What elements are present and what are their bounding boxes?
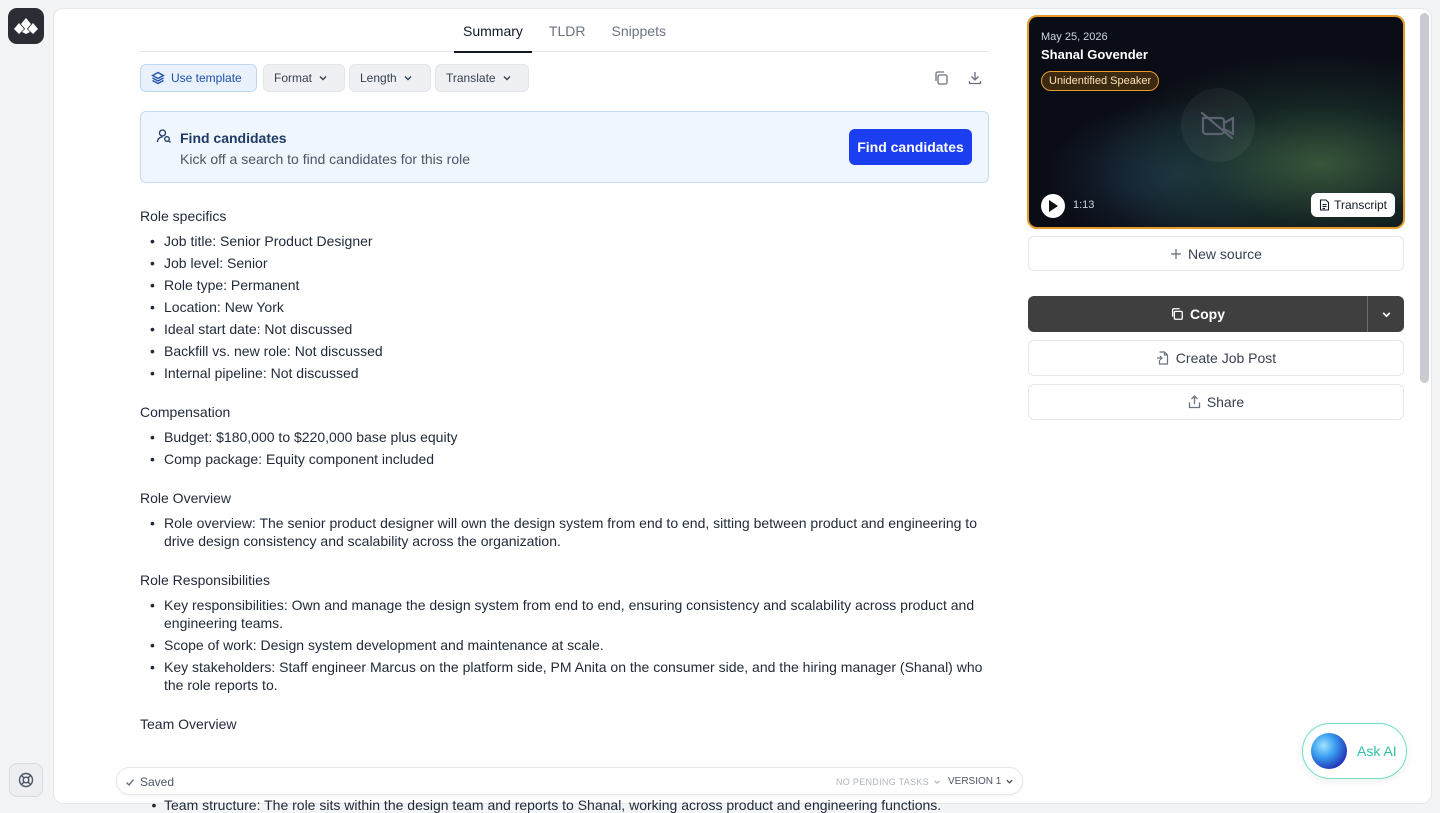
list-item: • Team structure: The role sits within the design team and reports to Shanal, working across product and engineering functions. [151,797,942,813]
ask-ai-label: Ask AI [1357,743,1397,759]
list-item: • Scope of work: Design system development and maintenance at scale. [140,636,989,654]
share-icon [1188,395,1201,409]
find-candidates-button[interactable]: Find candidates [849,129,972,165]
find-candidates-banner [140,111,989,183]
create-job-post-label: Create Job Post [1175,350,1277,366]
recording-player[interactable] [1027,15,1405,229]
transcript-button[interactable] [1311,193,1395,217]
list-item: • Comp package: Equity component included [140,450,989,468]
ask-ai-button[interactable] [1302,723,1407,779]
banner-title: Find candidates [180,130,287,146]
help-button[interactable] [9,763,43,797]
bullet-list [140,232,989,382]
download-icon [967,70,983,86]
length-label: Length [360,71,397,85]
lifebuoy-icon [18,772,34,788]
section-heading: Compensation [140,404,231,420]
recording-date: May 25, 2026 [1041,31,1108,43]
share-button[interactable] [1028,384,1404,420]
speaker-name: Shanal Govender [1041,47,1148,62]
check-icon [125,777,135,787]
camera-off-indicator [1181,88,1255,162]
file-export-icon [1156,351,1170,365]
copy-button[interactable] [1028,296,1367,332]
scrollbar[interactable] [1420,13,1429,383]
list-item: • Key stakeholders: Staff engineer Marcus on the platform side, PM Anita on the consumer side, and the hiring manager (Shanal) who the role reports to. [140,658,989,694]
section-heading: Role Overview [140,490,232,506]
tab-summary[interactable]: Summary [454,9,532,52]
user-search-icon [156,128,172,144]
bullet-list [140,428,989,468]
list-item: • Backfill vs. new role: Not discussed [140,342,989,360]
banner-subtitle: Kick off a search to find candidates for this role [180,151,471,167]
use-template-label: Use template [171,71,242,85]
translate-label: Translate [446,71,496,85]
chevron-down-icon [502,73,512,83]
download-button[interactable] [965,68,985,88]
saved-status [125,775,174,789]
pending-label: NO PENDING TASKS [836,777,929,787]
summary-section [140,572,989,694]
copy-label: Copy [1190,306,1225,322]
new-source-button[interactable] [1028,236,1404,271]
cutoff-text: Team structure: The role sits within the design team and reports to Shanal, working across product and engineering functions. [164,797,942,813]
summary-section [140,208,989,382]
chevron-down-icon [318,73,328,83]
list-item: • Internal pipeline: Not discussed [140,364,989,382]
length-dropdown[interactable] [349,64,431,92]
format-dropdown[interactable] [263,64,345,92]
summary-section [140,404,989,468]
summary-tabs [140,9,989,52]
list-item: • Location: New York [140,298,989,316]
list-item: • Budget: $180,000 to $220,000 base plus equity [140,428,989,446]
bullet-list [140,514,989,550]
chevron-down-icon [403,73,413,83]
chevron-down-icon [1381,309,1392,320]
section-heading: Role Responsibilities [140,572,270,588]
copy-split-button [1028,296,1404,332]
document-icon [1319,199,1330,211]
version-label: VERSION 1 [948,776,1002,787]
speaker-badge[interactable]: Unidentified Speaker [1041,71,1159,91]
summary-section [140,716,989,732]
copy-options-button[interactable] [1367,296,1404,332]
play-icon [1048,200,1058,212]
tab-snippets[interactable]: Snippets [611,23,666,39]
list-item: • Key responsibilities: Own and manage the design system from end to end, ensuring consistency and scalability across product and engineering teams. [140,596,989,632]
section-heading: Role specifics [140,208,227,224]
ai-orb-icon [1311,733,1347,769]
recording-duration: 1:13 [1073,199,1095,211]
tab-tldr[interactable]: TLDR [548,23,586,39]
summary-section [140,490,989,550]
new-source-label: New source [1188,245,1262,262]
use-template-button[interactable] [140,64,257,92]
chevron-down-icon [933,778,941,786]
chevron-down-icon [1005,777,1014,786]
share-label: Share [1206,394,1245,410]
list-item: • Job level: Senior [140,254,989,272]
saved-label: Saved [140,775,175,789]
translate-dropdown[interactable] [435,64,529,92]
create-job-post-button[interactable] [1028,340,1404,376]
version-dropdown[interactable] [948,776,1014,787]
summary-toolbar [140,64,989,92]
pending-tasks-dropdown[interactable] [836,777,941,787]
section-heading: Team Overview [140,716,237,732]
left-rail [0,0,52,812]
copy-summary-button[interactable] [931,68,951,88]
list-item: • Role type: Permanent [140,276,989,294]
summary-content [140,208,989,754]
list-item: • Job title: Senior Product Designer [140,232,989,250]
transcript-label: Transcript [1334,198,1387,212]
copy-icon [933,70,949,86]
app-logo[interactable] [8,8,44,44]
list-item: • Role overview: The senior product designer will own the design system from end to end, sitting between product and engineering to drive design consistency and scalability across the organization. [140,514,989,550]
copy-icon [1170,307,1184,321]
layers-icon [151,71,165,85]
bullet-list [140,596,989,694]
status-bar [116,767,1023,795]
list-item: • Ideal start date: Not discussed [140,320,989,338]
plus-icon [1170,248,1182,260]
video-off-icon [1199,110,1237,140]
logo-icon [13,17,39,35]
format-label: Format [274,71,313,85]
play-button[interactable] [1041,194,1065,218]
